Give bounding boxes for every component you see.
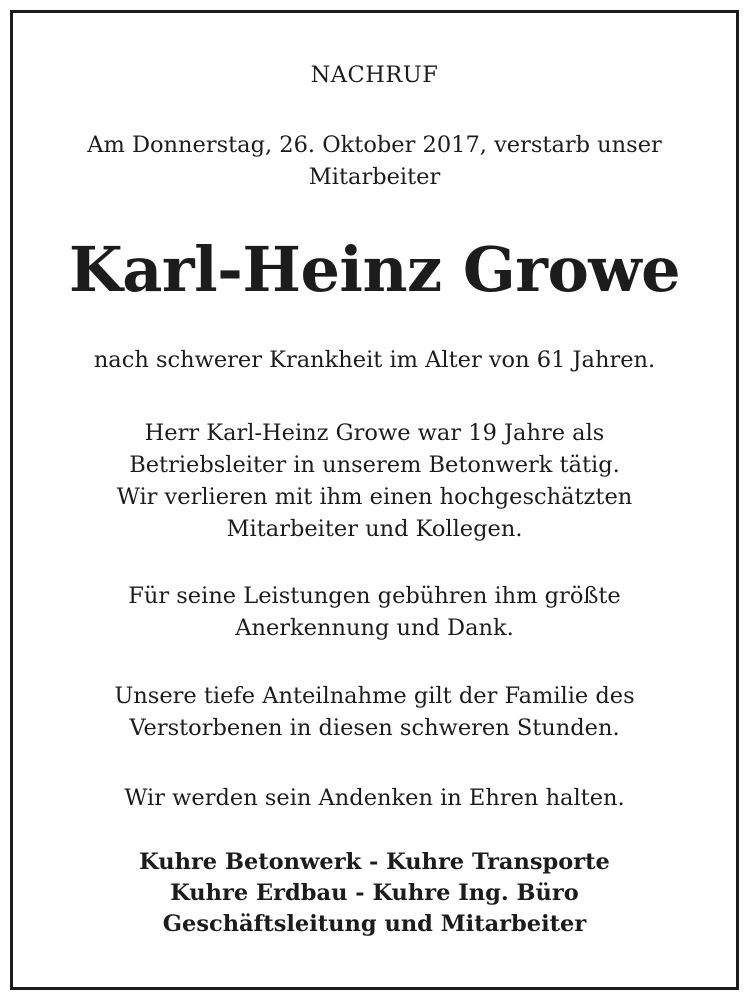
paragraph-line: Mitarbeiter und Kollegen. bbox=[226, 516, 523, 542]
paragraph-career bbox=[13, 417, 736, 545]
intro-line: Mitarbeiter bbox=[308, 164, 441, 190]
paragraph-line: Unsere tiefe Anteilnahme gilt der Familie des bbox=[114, 683, 635, 709]
obituary-heading: NACHRUF bbox=[310, 62, 439, 88]
signature-block bbox=[13, 847, 736, 940]
paragraph-line: Wir verlieren mit ihm einen hochgeschätzten bbox=[116, 484, 633, 510]
paragraph-thanks bbox=[13, 580, 736, 644]
paragraph-line: Anerkennung und Dank. bbox=[235, 615, 514, 641]
intro-line: Am Donnerstag, 26. Oktober 2017, verstarb unser bbox=[87, 132, 662, 158]
paragraph-line: Betriebsleiter in unserem Betonwerk tätig. bbox=[129, 452, 620, 478]
signature-line: Geschäftsleitung und Mitarbeiter bbox=[162, 911, 587, 937]
paragraph-condolence bbox=[13, 680, 736, 744]
paragraph-line: Für seine Leistungen gebühren ihm größte bbox=[128, 583, 621, 609]
deceased-name: Karl-Heinz Growe bbox=[68, 233, 681, 306]
paragraph-line: Verstorbenen in diesen schweren Stunden. bbox=[129, 715, 620, 741]
signature-line: Kuhre Betonwerk - Kuhre Transporte bbox=[139, 849, 610, 875]
obituary-content bbox=[13, 13, 736, 987]
obituary-frame bbox=[10, 10, 739, 990]
closing-text: Wir werden sein Andenken in Ehren halten. bbox=[124, 785, 625, 811]
cause-text: nach schwerer Krankheit im Alter von 61 Jahren. bbox=[93, 347, 656, 373]
signature-line: Kuhre Erdbau - Kuhre Ing. Büro bbox=[170, 880, 579, 906]
intro-text bbox=[13, 129, 736, 193]
paragraph-line: Herr Karl-Heinz Growe war 19 Jahre als bbox=[144, 420, 605, 446]
